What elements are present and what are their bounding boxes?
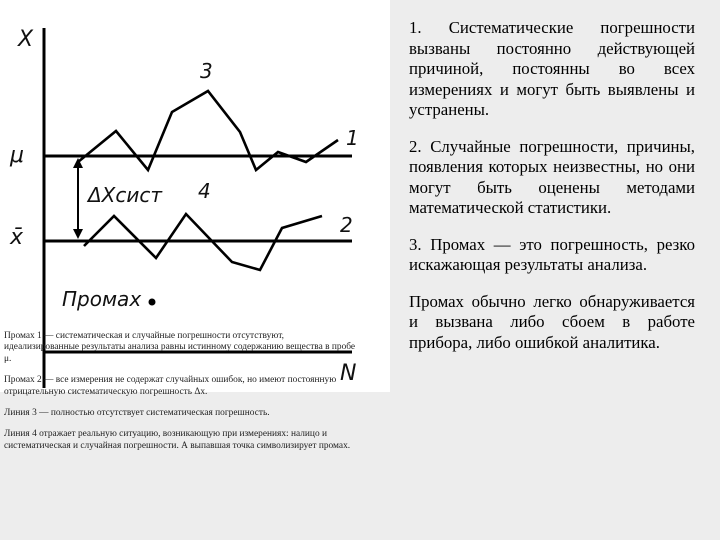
- outlier-point: [149, 299, 156, 306]
- caption-4: Линия 4 отражает реальную ситуацию, возникающую при измерениях: налицо и систематическая и случайная погрешности. А выпавшая точка символизирует промах.: [4, 429, 351, 451]
- paragraph-systematic-errors: 1. Систематические погрешности вызваны постоянно действующей причиной, постоянны во всех измерениях и могут быть выявлены и устранены.: [409, 18, 695, 119]
- y-axis-label: X: [18, 27, 34, 52]
- paragraph-outlier-definition: 3. Промах — это погрешность, резко искажающая результаты анализа.: [409, 234, 695, 274]
- delta-arrow-head-bottom: [73, 229, 83, 239]
- xbar-label: x̄: [10, 225, 24, 250]
- line-1-label: 1: [346, 126, 359, 150]
- mu-label: μ: [10, 143, 24, 168]
- line-2-label: 2: [340, 213, 353, 237]
- line-3-label: 3: [200, 59, 213, 83]
- caption-2: Промах 2 — все измерения не содержат случайных ошибок, но имеют постоянную отрицательную систематическую погрешность Δx.: [4, 375, 337, 397]
- line-3-random-errors: [78, 91, 338, 170]
- caption-3: Линия 3 — полностью отсутствует систематическая погрешность.: [4, 408, 270, 419]
- paragraph-outlier-detection: Промах обычно легко обнаруживается и вызвана либо сбоем в работе прибора, либо ошибкой аналитика.: [409, 291, 695, 352]
- right-text-column: [409, 18, 695, 369]
- outlier-label: Промах: [62, 287, 142, 311]
- paragraph-random-errors: 2. Случайные погрешности, причины, появления которых неизвестны, но они могут быть оценены методами математической статистики.: [409, 136, 695, 217]
- x-axis-label: N: [340, 361, 357, 386]
- figure-captions: [4, 331, 356, 452]
- delta-label: ΔXсист: [88, 183, 163, 207]
- line-4-label: 4: [198, 179, 211, 203]
- caption-1: Промах 1 — систематическая и случайные погрешности отсутствуют, идеализированные результаты анализа равны истинному содержанию вещества в пробе μ.: [4, 331, 356, 364]
